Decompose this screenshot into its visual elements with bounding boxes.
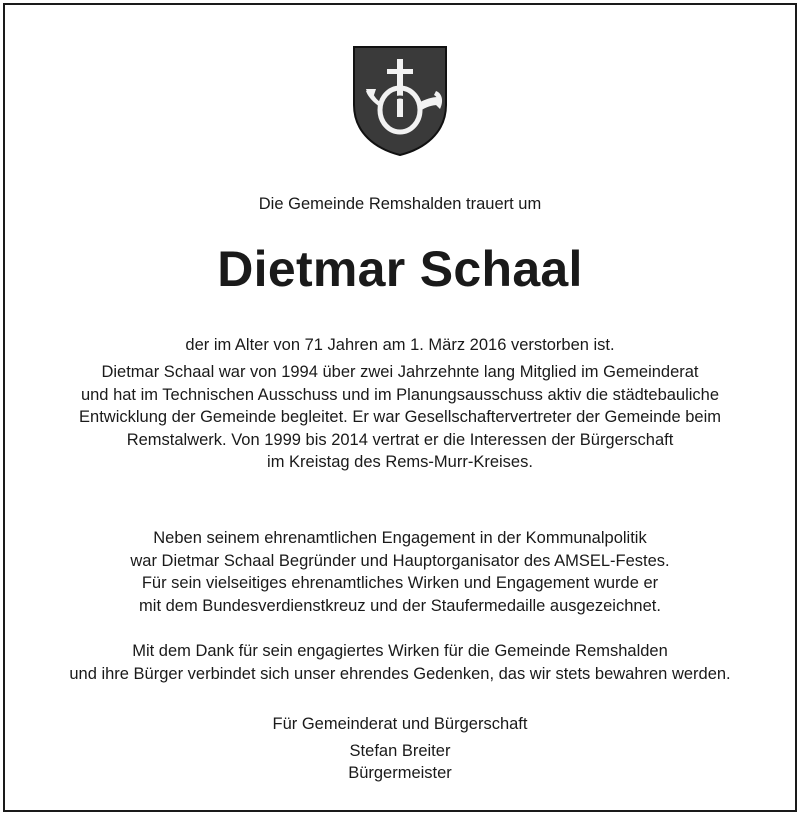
- paragraph-line: im Kreistag des Rems-Murr-Kreises.: [267, 453, 533, 471]
- paragraph-line: mit dem Bundesverdienstkreuz und der Staufermedaille ausgezeichnet.: [139, 596, 661, 615]
- paragraph-honors: [0, 527, 800, 617]
- signatory-title: Bürgermeister: [348, 764, 452, 782]
- paragraph-thanks: [0, 640, 800, 685]
- signature-intro: Für Gemeinderat und Bürgerschaft: [272, 715, 528, 733]
- paragraph-line: Entwicklung der Gemeinde begleitet. Er war Gesellschaftervertreter der Gemeinde beim: [79, 408, 721, 426]
- paragraph-line: und hat im Technischen Ausschuss und im Planungsausschuss aktiv die städtebauliche: [80, 385, 720, 404]
- intro-line: Die Gemeinde Remshalden trauert um: [258, 195, 542, 213]
- paragraph-line: Neben seinem ehrenamtlichen Engagement in der Kommunalpolitik: [153, 529, 647, 547]
- signatory-name: Stefan Breiter: [349, 742, 451, 760]
- paragraph-line: und ihre Bürger verbindet sich unser ehrendes Gedenken, das wir stets bewahren werden.: [69, 664, 731, 683]
- paragraph-line: Mit dem Dank für sein engagiertes Wirken für die Gemeinde Remshalden: [132, 642, 668, 660]
- death-date-line: der im Alter von 71 Jahren am 1. März 2016 verstorben ist.: [185, 336, 615, 354]
- deceased-name: Dietmar Schaal: [217, 241, 583, 297]
- signature-block: [0, 740, 800, 784]
- paragraph-line: war Dietmar Schaal Begründer und Hauptorganisator des AMSEL-Festes.: [130, 551, 670, 570]
- paragraph-line: Dietmar Schaal war von 1994 über zwei Jahrzehnte lang Mitglied im Gemeinderat: [101, 363, 699, 381]
- coat-of-arms-cross-posthorn-icon: [352, 45, 448, 157]
- paragraph-line: Remstalwerk. Von 1999 bis 2014 vertrat er die Interessen der Bürgerschaft: [126, 430, 674, 449]
- paragraph-career: [0, 361, 800, 474]
- paragraph-line: Für sein vielseitiges ehrenamtliches Wirken und Engagement wurde er: [141, 574, 659, 592]
